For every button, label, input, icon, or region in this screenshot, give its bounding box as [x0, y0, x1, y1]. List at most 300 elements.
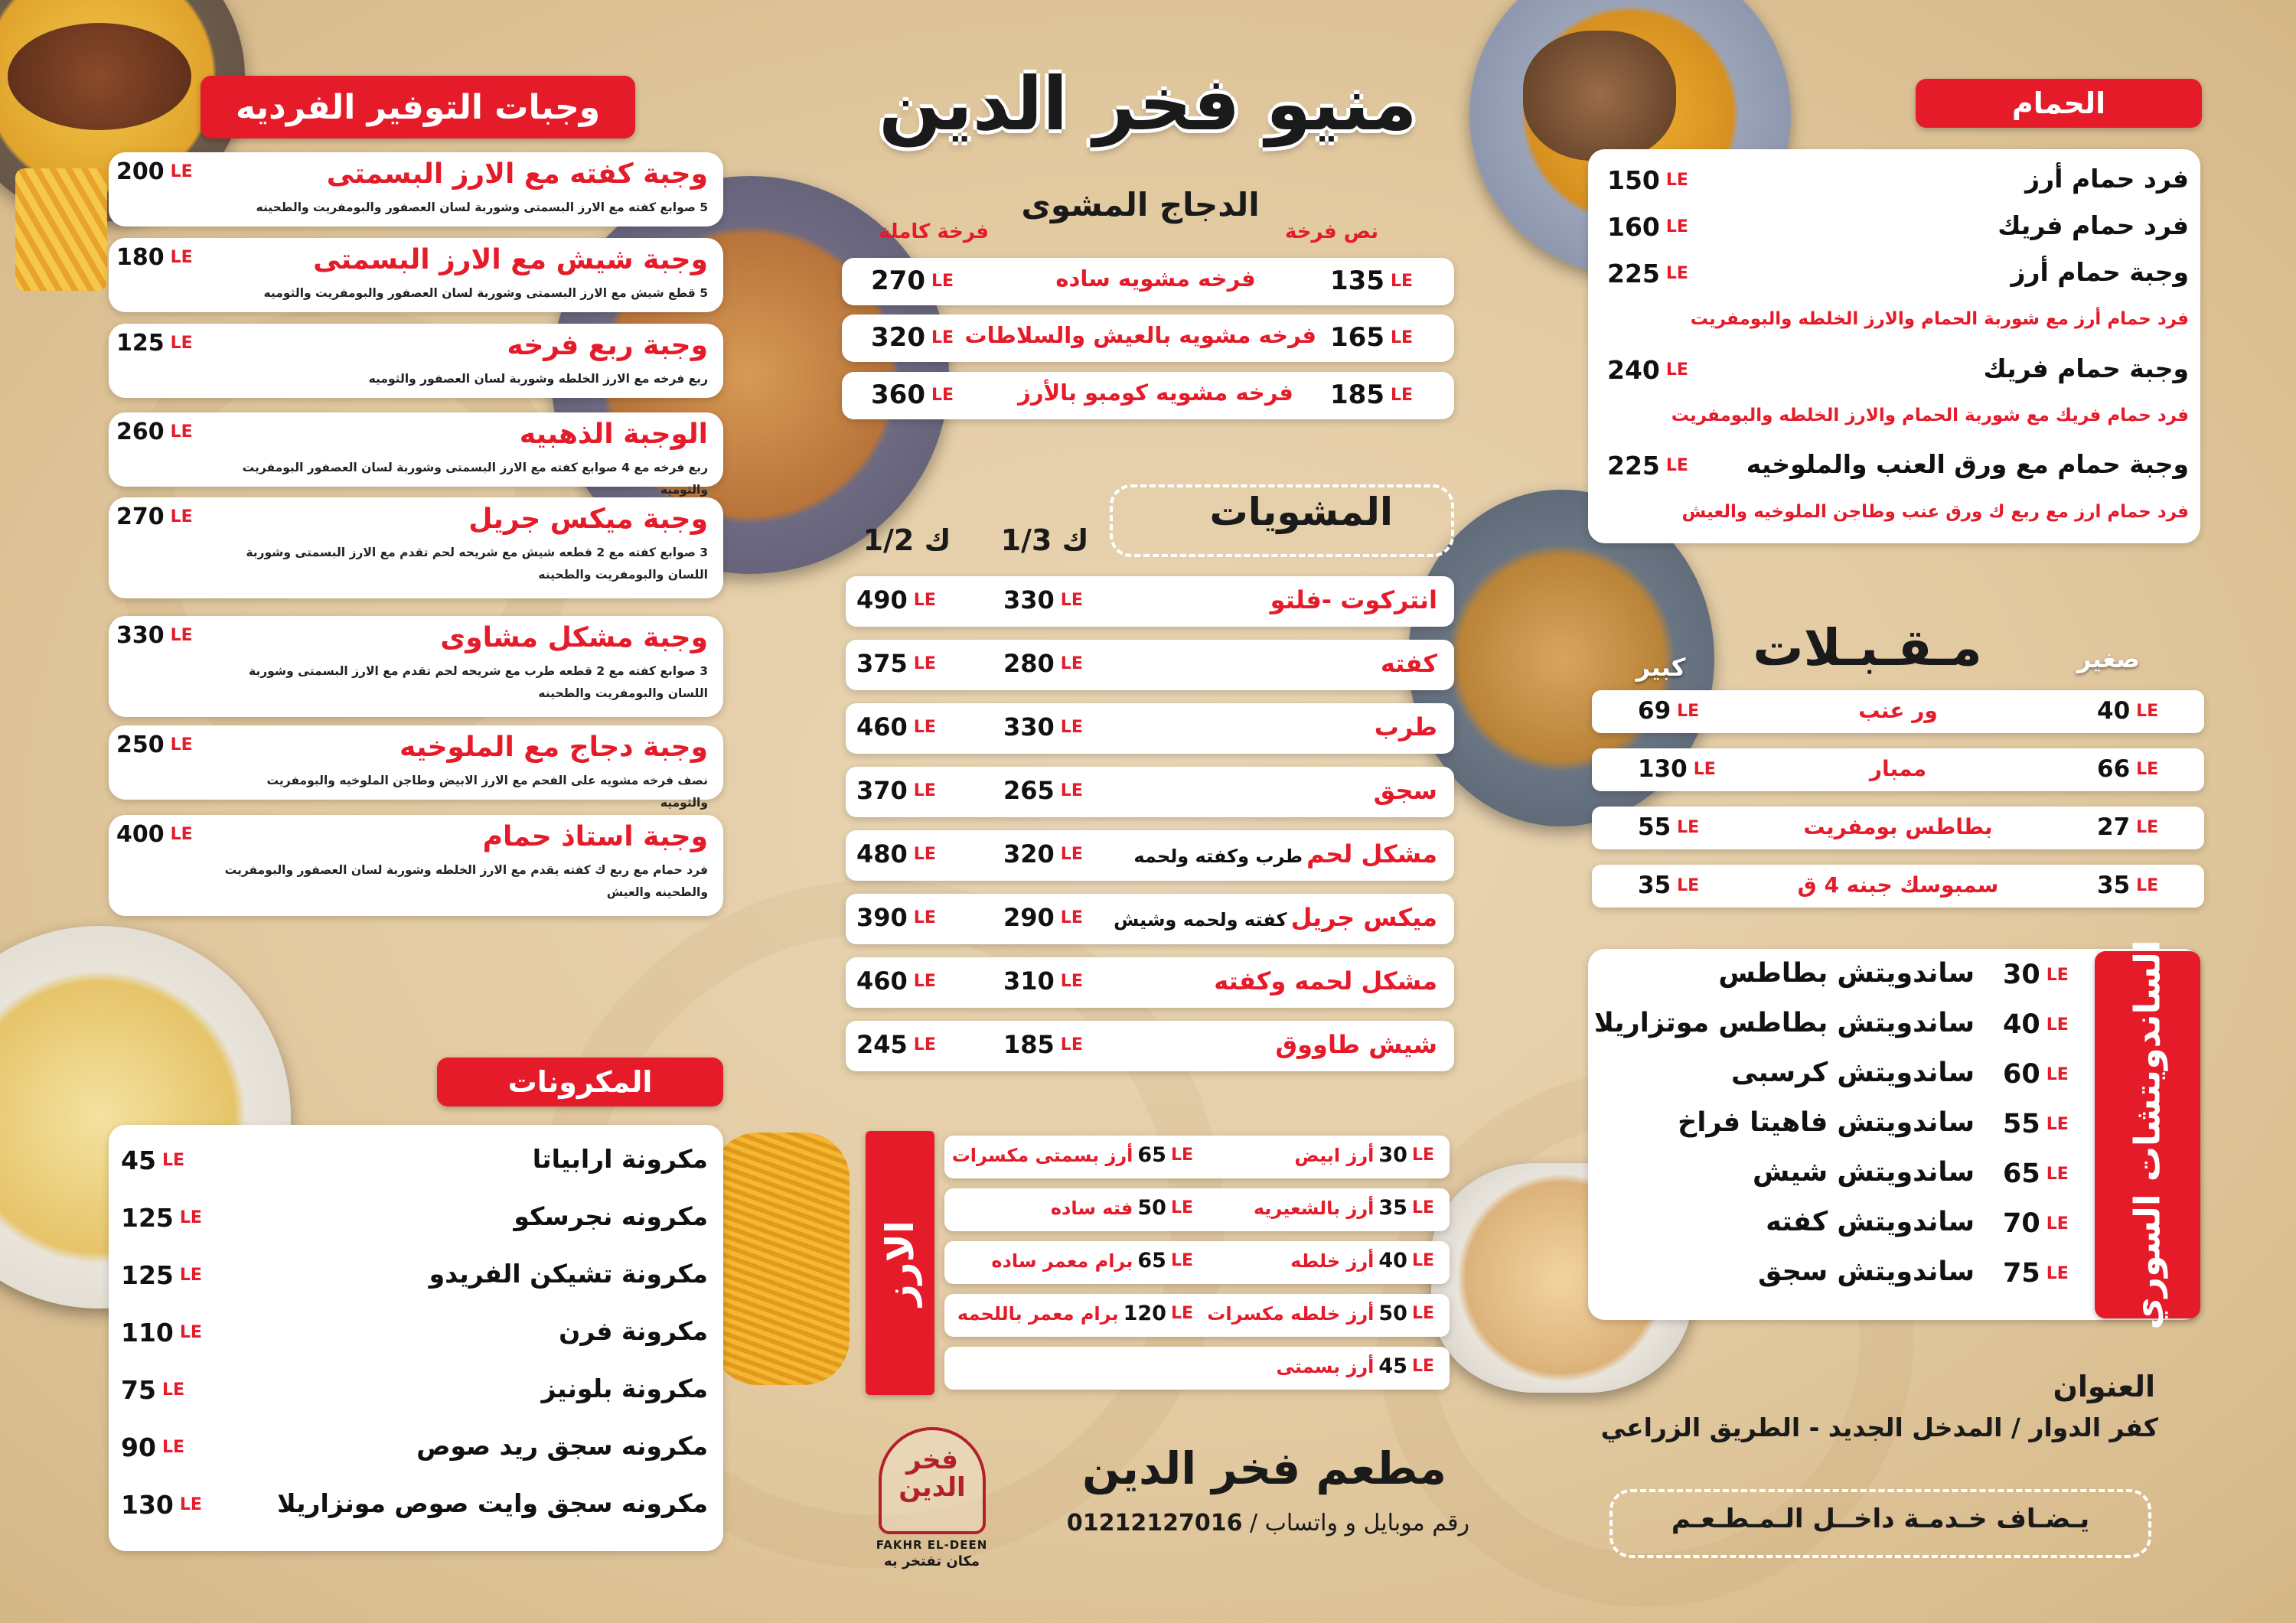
- price-value: 69: [1638, 697, 1671, 725]
- currency-label: LE: [1665, 360, 1688, 380]
- pigeon-item-name: وجبة حمام أرز: [2011, 257, 2189, 287]
- currency-label: LE: [1665, 171, 1688, 190]
- price: [2003, 1208, 2087, 1239]
- price-value: 40: [2003, 1009, 2040, 1040]
- price: [1003, 839, 1095, 869]
- grilled-meat-image: [8, 23, 191, 130]
- grill-row[interactable]: [846, 894, 1454, 944]
- price-value: 50: [1137, 1196, 1166, 1220]
- price-value: 125: [116, 330, 165, 357]
- savings-title: وجبات التوفير الفرديه: [201, 76, 635, 139]
- price: [116, 821, 216, 848]
- price: [121, 1490, 228, 1520]
- currency-label: LE: [170, 334, 193, 353]
- price-value: 225: [1607, 259, 1660, 288]
- appetizer-row[interactable]: [1592, 807, 2204, 849]
- currency-label: LE: [913, 844, 936, 864]
- currency-label: LE: [2136, 817, 2159, 837]
- currency-label: LE: [1170, 1304, 1193, 1323]
- pasta-item-name: مكرونه نجرسكو: [514, 1201, 708, 1231]
- currency-label: LE: [170, 507, 193, 526]
- address-label: العنوان: [2053, 1370, 2155, 1403]
- currency-label: LE: [179, 1266, 202, 1285]
- appetizer-item-name: سمبوسك جبنه 4 ق: [1797, 872, 1999, 898]
- savings-item-desc: 5 قطع شيش مع الارز البسمتى وشوربة لسان العصفور والبومفريت والثوميه: [263, 286, 708, 300]
- rice-row: [944, 1347, 1450, 1390]
- pasta-item-name: مكرونة فرن: [559, 1316, 708, 1346]
- price-value: 270: [116, 504, 165, 530]
- savings-item[interactable]: [109, 815, 723, 916]
- rice-item[interactable]: [952, 1196, 1193, 1220]
- price-value: 45: [121, 1146, 156, 1175]
- currency-label: LE: [931, 328, 954, 347]
- price-value: 35: [1638, 872, 1671, 899]
- currency-label: LE: [1170, 1198, 1193, 1217]
- savings-item-name: وجبة مشكل مشاوى: [440, 622, 708, 653]
- price: [2097, 813, 2181, 841]
- grill-item: [1108, 903, 1437, 932]
- savings-item[interactable]: [109, 324, 723, 398]
- grill-row[interactable]: [846, 830, 1454, 881]
- rice-item-name: أرز بالشعيريه: [1253, 1197, 1375, 1219]
- rice-row: [944, 1188, 1450, 1231]
- savings-item[interactable]: [109, 152, 723, 227]
- price-value: 280: [1003, 649, 1055, 678]
- price: [1330, 322, 1422, 353]
- currency-label: LE: [1411, 1357, 1434, 1376]
- price-value: 225: [1607, 451, 1660, 481]
- currency-label: LE: [1060, 717, 1083, 737]
- rice-item[interactable]: [1197, 1143, 1434, 1167]
- savings-item[interactable]: [109, 412, 723, 497]
- currency-label: LE: [913, 971, 936, 991]
- savings-item-desc: 3 صوابع كفته مع 2 قطعه شيش مع شريحه لحم تقدم مع الارز البسمتى وشوربة اللسان والبومفريت والطحينه: [246, 546, 708, 582]
- price-value: 27: [2097, 813, 2131, 841]
- pasta-item-name: مكرونه سجق ريد صوص: [416, 1431, 708, 1461]
- rice-row: [944, 1241, 1450, 1284]
- price: [1638, 755, 1722, 783]
- price: [2003, 1059, 2087, 1090]
- price: [2097, 697, 2181, 725]
- price-value: 185: [1003, 1030, 1055, 1059]
- grill-item: [1108, 585, 1437, 614]
- currency-label: LE: [913, 1035, 936, 1054]
- price-value: 460: [856, 966, 908, 996]
- currency-label: LE: [1677, 701, 1700, 721]
- savings-item[interactable]: [109, 616, 723, 717]
- price: [1607, 165, 1707, 195]
- pigeon-item-name: فرد حمام فريك: [1998, 210, 2189, 240]
- price: [121, 1203, 228, 1233]
- chicken-row[interactable]: [842, 314, 1454, 362]
- price-value: 40: [1378, 1249, 1407, 1273]
- price-value: 240: [1607, 355, 1660, 385]
- price-value: 135: [1330, 266, 1384, 296]
- grill-item-sub: طرب وكفته ولحمه: [1133, 846, 1303, 867]
- price-value: 330: [1003, 585, 1055, 614]
- price: [121, 1375, 228, 1405]
- grills-col-half: 1/2 ك: [863, 523, 951, 557]
- price: [121, 1318, 228, 1348]
- currency-label: LE: [1390, 271, 1414, 291]
- savings-item-name: وجبة شيش مع الارز البسمتى: [313, 244, 708, 275]
- price: [871, 266, 963, 296]
- grill-item-name: سجق: [1373, 776, 1437, 805]
- price: [856, 712, 948, 741]
- currency-label: LE: [2046, 1263, 2069, 1283]
- price: [2003, 1258, 2087, 1289]
- pasta-item-name: مكرونة بلونيز: [541, 1374, 708, 1403]
- price-value: 375: [856, 649, 908, 678]
- price: [2003, 960, 2087, 990]
- price-value: 65: [1137, 1143, 1166, 1167]
- price: [1003, 1030, 1095, 1059]
- sandwiches-title: الساندويتشات السوري: [2127, 940, 2169, 1330]
- appetizer-row[interactable]: [1592, 690, 2204, 733]
- price: [1003, 903, 1095, 932]
- price: [116, 732, 216, 758]
- savings-item-desc: 5 صوابع كفته مع الارز البسمتى وشوربة لسان العصفور والبومفريت والطحينه: [256, 200, 708, 214]
- rice-item[interactable]: [952, 1302, 1193, 1325]
- pigeon-item-name: فرد حمام أرز: [2025, 164, 2189, 194]
- savings-item-name: وجبة كفته مع الارز البسمتى: [326, 158, 708, 190]
- price: [2003, 1109, 2087, 1139]
- price-value: 50: [1378, 1302, 1407, 1325]
- appetizer-row[interactable]: [1592, 865, 2204, 908]
- grill-row[interactable]: [846, 1021, 1454, 1071]
- rice-item[interactable]: [952, 1249, 1193, 1273]
- currency-label: LE: [931, 385, 954, 405]
- price: [116, 504, 216, 530]
- savings-item-name: وجبة استاذ حمام: [482, 821, 708, 852]
- rice-item[interactable]: [952, 1143, 1193, 1167]
- price-value: 55: [2003, 1109, 2040, 1139]
- price: [856, 649, 948, 678]
- sandwich-item-name: ساندويتش سجق: [1758, 1256, 1975, 1287]
- price: [1607, 212, 1707, 242]
- currency-label: LE: [913, 653, 936, 673]
- price: [856, 839, 948, 869]
- rice-item-name: أرز ابيض: [1294, 1144, 1375, 1166]
- price-value: 480: [856, 839, 908, 869]
- currency-label: LE: [161, 1438, 184, 1457]
- grill-item-name: انتركوت -فلتو: [1270, 585, 1437, 614]
- currency-label: LE: [2046, 1214, 2069, 1234]
- currency-label: LE: [170, 735, 193, 754]
- price: [1330, 380, 1422, 410]
- currency-label: LE: [913, 908, 936, 927]
- grill-item-name: مشكل لحم: [1306, 839, 1437, 869]
- price-value: 75: [121, 1375, 156, 1405]
- price: [1607, 451, 1707, 481]
- price-value: 460: [856, 712, 908, 741]
- savings-item[interactable]: [109, 497, 723, 598]
- grill-item: [1108, 839, 1437, 869]
- sandwich-item-name: ساندويتش بطاطس موتزاريلا: [1593, 1008, 1975, 1038]
- rice-item[interactable]: [1197, 1354, 1434, 1378]
- appetizer-row[interactable]: [1592, 748, 2204, 791]
- price-value: 320: [1003, 839, 1055, 869]
- grill-item-name: ميكس جريل: [1290, 903, 1437, 932]
- currency-label: LE: [170, 162, 193, 181]
- price-value: 110: [121, 1318, 174, 1348]
- grills-title: المشويات: [1209, 490, 1393, 534]
- appetizer-item-name: ور عنب: [1858, 698, 1938, 723]
- chicken-title: الدجاج المشوى: [1021, 186, 1260, 223]
- rice-item-name: فته ساده: [1050, 1197, 1133, 1219]
- price: [1003, 712, 1095, 741]
- rice-title-tag: [866, 1131, 934, 1395]
- price-value: 30: [1378, 1143, 1407, 1167]
- savings-item-name: وجبة دجاج مع الملوخيه: [400, 732, 708, 763]
- currency-label: LE: [179, 1495, 202, 1514]
- rice-item-name: برام معمر باللحمه: [957, 1302, 1119, 1325]
- chicken-item-name: فرخه مشويه بالعيش والسلاطات: [964, 322, 1316, 348]
- rice-title: الارز: [878, 1220, 923, 1306]
- price: [2003, 1009, 2087, 1040]
- price: [1638, 697, 1722, 725]
- price: [2097, 872, 2181, 899]
- currency-label: LE: [1665, 456, 1688, 475]
- price-value: 260: [116, 419, 165, 445]
- currency-label: LE: [913, 781, 936, 800]
- price-value: 35: [2097, 872, 2131, 899]
- price-value: 290: [1003, 903, 1055, 932]
- currency-label: LE: [1411, 1198, 1434, 1217]
- currency-label: LE: [1060, 653, 1083, 673]
- grill-item: [1108, 966, 1437, 996]
- currency-label: LE: [1411, 1304, 1434, 1323]
- currency-label: LE: [1411, 1146, 1434, 1165]
- currency-label: LE: [2046, 1114, 2069, 1134]
- currency-label: LE: [2136, 875, 2159, 895]
- rice-image: [712, 1133, 850, 1385]
- rice-item[interactable]: [1197, 1196, 1434, 1220]
- chicken-col-full: فرخة كاملة: [878, 220, 990, 243]
- currency-label: LE: [1390, 328, 1414, 347]
- price-value: 330: [1003, 712, 1055, 741]
- sandwich-item-name: ساندويتش شيش: [1753, 1157, 1975, 1188]
- grill-row[interactable]: [846, 767, 1454, 817]
- rice-row: [944, 1294, 1450, 1337]
- currency-label: LE: [2136, 701, 2159, 721]
- grill-item: [1108, 649, 1437, 678]
- roast-pigeon-image: [1523, 31, 1676, 161]
- price-value: 66: [2097, 755, 2131, 783]
- currency-label: LE: [1411, 1251, 1434, 1270]
- rice-item[interactable]: [1197, 1249, 1434, 1273]
- currency-label: LE: [161, 1380, 184, 1400]
- currency-label: LE: [2136, 759, 2159, 779]
- price-value: 125: [121, 1260, 174, 1290]
- currency-label: LE: [2046, 965, 2069, 985]
- price-value: 45: [1378, 1354, 1407, 1378]
- price: [1003, 966, 1095, 996]
- savings-item-desc: فرد حمام مع ربع ك كفته يقدم مع الارز الخلطه وشوربة لسان العصفور والبومفريت والطحينه والعيش: [224, 863, 708, 900]
- logo-tagline: مكان تفتخر به: [883, 1553, 980, 1569]
- grill-item-name: طرب: [1374, 712, 1437, 741]
- rice-item-name: برام معمر ساده: [991, 1250, 1133, 1272]
- appetizer-item-name: ممبار: [1869, 756, 1927, 781]
- price-value: 130: [1638, 755, 1688, 783]
- currency-label: LE: [1060, 908, 1083, 927]
- grill-row[interactable]: [846, 957, 1454, 1008]
- currency-label: LE: [2046, 1164, 2069, 1184]
- price: [121, 1260, 228, 1290]
- currency-label: LE: [179, 1208, 202, 1227]
- chicken-col-half: نص فرخة: [1285, 220, 1378, 243]
- phone-label: رقم موبايل و واتساب /: [1250, 1510, 1469, 1537]
- pasta-item-name: مكرونه سجق وايت صوص مونزاريلا: [277, 1488, 708, 1518]
- price-value: 270: [871, 266, 925, 296]
- price: [121, 1432, 228, 1462]
- rice-item-name: أرز بسمتى مكسرات: [951, 1144, 1133, 1166]
- price-value: 70: [2003, 1208, 2040, 1239]
- pigeon-item-desc: فرد حمام أرز مع شوربة الحمام والارز الخلطه والبومفريت: [1690, 309, 2189, 329]
- logo-text-ar: فخر الدين: [899, 1445, 966, 1503]
- rice-row: [944, 1136, 1450, 1178]
- grill-row[interactable]: [846, 576, 1454, 627]
- price: [116, 330, 216, 357]
- grill-row[interactable]: [846, 703, 1454, 754]
- pigeon-item-desc: فرد حمام ارز مع ربع ك ورق عنب وطاجن الملوخيه والعيش: [1681, 502, 2189, 522]
- price: [856, 776, 948, 805]
- price-value: 400: [116, 821, 165, 848]
- price-value: 60: [2003, 1059, 2040, 1090]
- currency-label: LE: [913, 717, 936, 737]
- rice-item-name: أرز خلطه: [1290, 1250, 1375, 1272]
- grill-item-name: شيش طاووق: [1275, 1030, 1437, 1059]
- sandwich-item-name: ساندويتش بطاطس: [1718, 958, 1975, 989]
- appetizer-item-name: بطاطس بومفريت: [1803, 814, 1993, 839]
- fries-image: [15, 168, 107, 291]
- price-value: 245: [856, 1030, 908, 1059]
- pasta-item-name: مكرونة تشيكن الفريدو: [429, 1259, 708, 1289]
- currency-label: LE: [2046, 1015, 2069, 1035]
- grill-item-sub: كفته ولحمه وشيش: [1114, 909, 1287, 930]
- price: [1330, 266, 1422, 296]
- price-value: 130: [121, 1490, 174, 1520]
- price-value: 35: [1378, 1196, 1407, 1220]
- service-note: يـضـاف خـدمـة داخــل الـمـطـعـم: [1671, 1504, 2090, 1534]
- sandwich-item-name: ساندويتش فاهيتا فراخ: [1678, 1107, 1975, 1138]
- price-value: 90: [121, 1432, 156, 1462]
- currency-label: LE: [1170, 1251, 1193, 1270]
- price: [1607, 259, 1707, 288]
- price: [116, 622, 216, 649]
- savings-item[interactable]: [109, 238, 723, 312]
- currency-label: LE: [1677, 817, 1700, 837]
- price-value: 310: [1003, 966, 1055, 996]
- logo-text-en: FAKHR EL-DEEN: [876, 1538, 988, 1552]
- price-value: 125: [121, 1203, 174, 1233]
- restaurant-name: مطعم فخر الدين: [1081, 1442, 1446, 1494]
- sandwich-item-name: ساندويتش كفته: [1766, 1207, 1975, 1237]
- price-value: 120: [1123, 1302, 1166, 1325]
- chicken-item-name: فرخه مشويه كومبو بالأرز: [1018, 380, 1293, 406]
- currency-label: LE: [1060, 844, 1083, 864]
- rice-item-name: أرز بسمتى: [1276, 1355, 1375, 1377]
- chicken-row[interactable]: [842, 372, 1454, 419]
- savings-item-desc: نصف فرخه مشويه على الفحم مع الارز الابيض وطاجن الملوخيه والبومفريت والثوميه: [266, 774, 708, 810]
- currency-label: LE: [1060, 781, 1083, 800]
- price-value: 370: [856, 776, 908, 805]
- savings-item-desc: 3 صوابع كفته مع 2 قطعه طرب مع شريحه لحم تقدم مع الارز البسمتى وشوربة اللسان والبومفريت والطحينه: [248, 664, 708, 701]
- address-text: كفر الدوار / المدخل الجديد - الطريق الزراعي: [1600, 1413, 2158, 1442]
- price-value: 55: [1638, 813, 1671, 841]
- currency-label: LE: [1665, 217, 1688, 236]
- price: [2097, 755, 2181, 783]
- grills-col-third: 1/3 ك: [1000, 523, 1089, 557]
- restaurant-logo: [879, 1427, 986, 1534]
- price-value: 185: [1330, 380, 1384, 410]
- price: [856, 1030, 948, 1059]
- currency-label: LE: [1390, 385, 1414, 405]
- savings-item-desc: ربع فرخه مع الارز الخلطه وشوربة لسان العصفور والثوميه: [368, 372, 708, 386]
- currency-label: LE: [1693, 759, 1716, 779]
- grill-row[interactable]: [846, 640, 1454, 690]
- pigeon-card: [1588, 149, 2200, 543]
- currency-label: LE: [170, 825, 193, 844]
- price: [1638, 813, 1722, 841]
- contact-line: [1056, 1510, 1469, 1537]
- currency-label: LE: [179, 1323, 202, 1342]
- appetizers-col-small: صغير: [2077, 644, 2140, 673]
- price-value: 75: [2003, 1258, 2040, 1289]
- price: [856, 966, 948, 996]
- page-title: منيو فخر الدين: [879, 61, 1417, 147]
- pigeon-title: الحمام: [1916, 79, 2202, 128]
- price-value: 165: [1330, 322, 1384, 353]
- price: [116, 244, 216, 271]
- pasta-title: المكرونات: [437, 1058, 723, 1106]
- sandwich-item-name: ساندويتش كرسبى: [1730, 1058, 1975, 1088]
- currency-label: LE: [1060, 971, 1083, 991]
- rice-item[interactable]: [1197, 1302, 1434, 1325]
- pasta-item-name: مكرونة ارابياتا: [532, 1144, 708, 1174]
- currency-label: LE: [2046, 1064, 2069, 1084]
- pigeon-item-desc: فرد حمام فريك مع شوربة الحمام والارز الخلطه والبومفريت: [1671, 406, 2189, 425]
- currency-label: LE: [170, 626, 193, 645]
- price-value: 390: [856, 903, 908, 932]
- price: [856, 903, 948, 932]
- appetizers-title: مـقـبـلات: [1753, 618, 1982, 677]
- currency-label: LE: [161, 1151, 184, 1170]
- price: [116, 419, 216, 445]
- price: [856, 585, 948, 614]
- price-value: 490: [856, 585, 908, 614]
- currency-label: LE: [931, 271, 954, 291]
- price-value: 65: [1137, 1249, 1166, 1273]
- price: [116, 158, 216, 185]
- appetizers-col-large: كبير: [1636, 653, 1686, 682]
- chicken-row[interactable]: [842, 258, 1454, 305]
- price-value: 65: [2003, 1159, 2040, 1189]
- price-value: 30: [2003, 960, 2040, 990]
- price-value: 200: [116, 158, 165, 185]
- savings-item[interactable]: [109, 725, 723, 810]
- grill-item: [1108, 1030, 1437, 1059]
- currency-label: LE: [1677, 875, 1700, 895]
- price: [871, 380, 963, 410]
- phone-number[interactable]: 01212127016: [1066, 1510, 1243, 1537]
- price-value: 160: [1607, 212, 1660, 242]
- chicken-item-name: فرخه مشويه ساده: [1055, 266, 1256, 292]
- price-value: 330: [116, 622, 165, 649]
- savings-item-name: الوجبة الذهبيه: [519, 419, 708, 450]
- grill-item-name: كفته: [1380, 649, 1437, 678]
- price-value: 250: [116, 732, 165, 758]
